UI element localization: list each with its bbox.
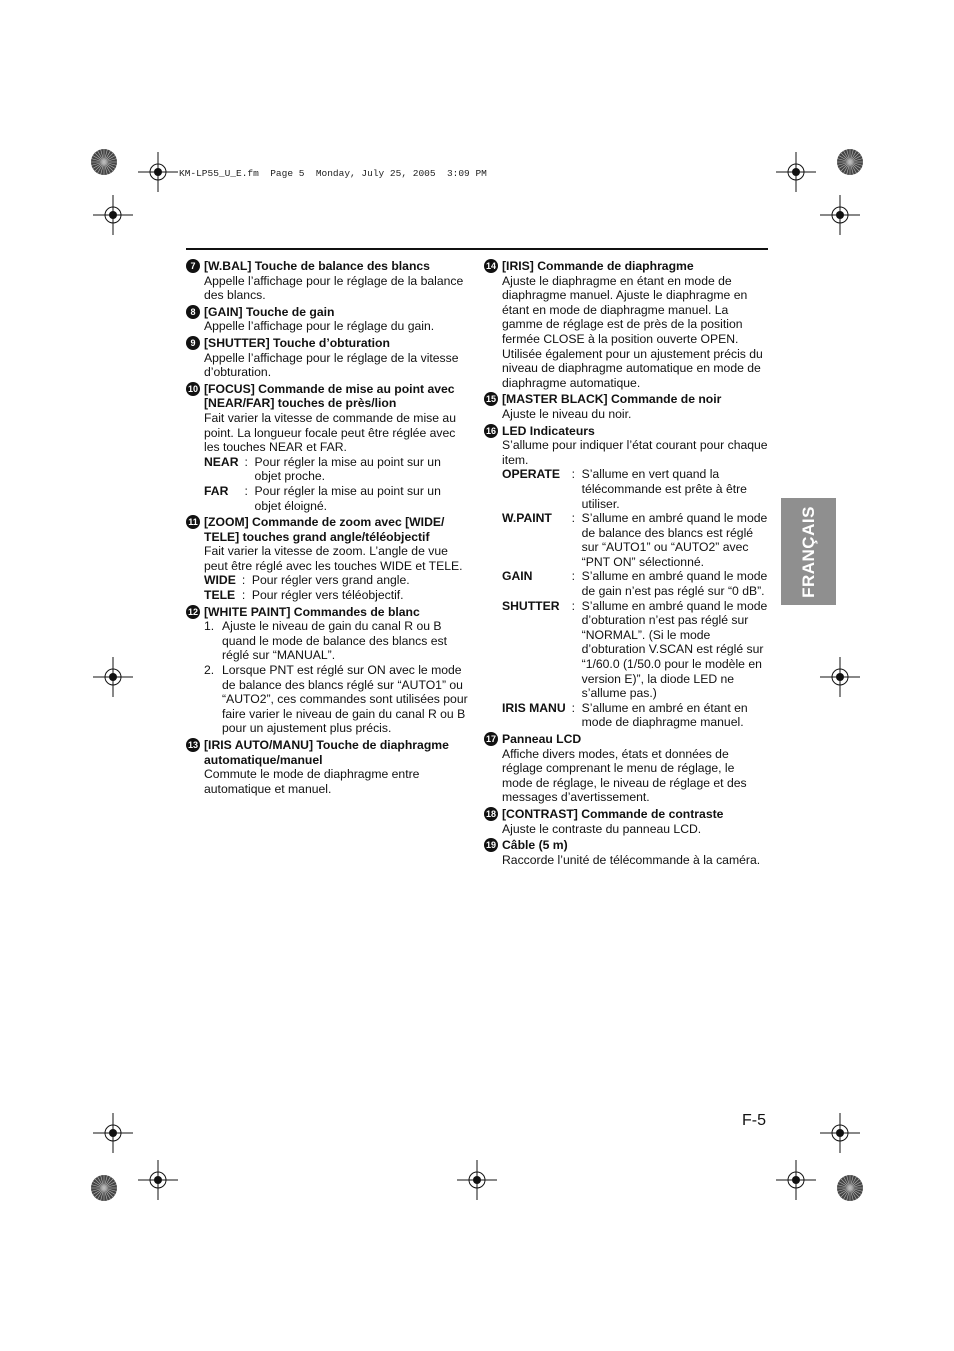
row-text: Ajuste le niveau de gain du canal R ou B quand le mode de balance des blancs est réglé sur “MANUAL”. [222,619,447,663]
definition-value: Pour régler vers téléobjectif. [251,588,404,603]
language-tab-label: FRANÇAIS [798,505,818,598]
item-number: 8 [186,305,200,319]
definition-colon: : [571,598,576,613]
item-title: [CONTRAST] Commande de contraste [502,806,724,821]
left-column [186,259,470,798]
list-item [186,605,470,736]
registration-mark [93,1113,133,1153]
list-item [186,259,470,303]
item-number: 9 [186,336,200,350]
item-title: [GAIN] Touche de gain [204,304,335,319]
list-item [186,738,470,796]
item-title: [SHUTTER] Touche d’obturation [204,335,390,350]
list-item [186,515,470,603]
definition-key: W.PAINT [502,511,552,526]
list-item [484,807,768,836]
definition-value: Pour régler la mise au point sur un objet éloigné. [254,483,441,513]
item-number: 14 [485,261,496,271]
registration-mark [820,195,860,235]
registration-mark [820,657,860,697]
list-item [186,305,470,334]
definition-key: IRIS MANU [502,700,566,715]
item-description: Commute le mode de diaphragme entre automatique et manuel. [204,767,420,796]
definition-list [204,455,470,513]
definition-value: S’allume en ambré quand le mode de gain n’est pas réglé sur “0 dB”. [581,569,768,599]
item-description: Ajuste le diaphragme en étant en mode de diaphragme manuel. Ajuste le diaphragme en étant en mode de diaphragme manuel. La gamme de réglage est de près de la position fermée CLOSE à la position ouverte OPEN. Utilisée également pour un ajustement précis du niveau de diaphragme automatique en mode de diaphragme automatique. [502,273,763,390]
item-title: [IRIS AUTO/MANU] Touche de diaphragme automatique/manuel [204,738,449,767]
definition-value: Pour régler vers grand angle. [251,573,410,588]
row-text: Lorsque PNT est réglé sur ON avec le mode de balance des blancs réglé sur “AUTO1” ou “AUTO2”, ces commandes sont utilisées pour faire varier le niveau de gain du canal R ou B pour un ajustement plus précis. [222,663,468,736]
item-title: [MASTER BLACK] Commande de noir [502,392,722,407]
item-description: Fait varier la vitesse de commande de mise au point. La longueur focale peut être réglée avec les touches NEAR et FAR. [204,410,456,455]
registration-mark [776,1160,816,1200]
color-target-disc [835,147,865,177]
definition-colon: : [571,569,576,584]
item-title: [ZOOM] Commande de zoom avec [WIDE/ TELE] touches grand angle/téléobjectif [204,515,445,544]
page-number: F-5 [742,1112,766,1129]
list-item [484,424,768,730]
list-item [186,336,470,380]
definition-key: SHUTTER [502,598,560,613]
item-title: [WHITE PAINT] Commandes de blanc [204,604,420,619]
item-title: Panneau LCD [502,732,582,746]
color-target-disc [835,1173,865,1203]
row-number: 2. [204,663,215,678]
item-number: 18 [485,808,496,819]
registration-mark [138,1160,178,1200]
definition-colon: : [571,511,576,526]
definition-colon: : [241,588,246,603]
top-rule [186,248,768,250]
item-number: 12 [187,606,198,617]
definition-key: GAIN [502,569,533,584]
list-item [186,382,470,513]
item-description: Appelle l’affichage pour le réglage de la vitesse d’obturation. [204,350,459,380]
item-title: Câble (5 m) [502,838,568,853]
registration-mark [820,1113,860,1153]
item-number: 16 [485,425,496,436]
definition-list [204,573,470,602]
item-title: [IRIS] Commande de diaphragme [502,259,694,273]
registration-mark [138,152,178,192]
definition-key: TELE [204,588,236,603]
list-item [484,732,768,805]
definition-key: OPERATE [502,467,561,482]
item-description: Fait varier la vitesse de zoom. L’angle de vue peut être réglé avec les touches WIDE et TELE. [204,544,463,573]
item-number: 11 [186,515,200,529]
numbered-row [204,619,470,663]
item-description: Ajuste le niveau du noir. [502,406,632,421]
list-item [484,838,768,867]
definition-colon: : [571,700,576,715]
definition-colon: : [241,573,246,588]
item-description: S’allume pour indiquer l’état courant pour chaque item. [502,438,768,467]
item-number: 15 [485,394,496,405]
item-description: Appelle l’affichage pour le réglage de la balance des blancs. [204,273,464,303]
definition-value: S’allume en ambré en étant en mode de diaphragme manuel. [581,700,748,730]
item-title: LED Indicateurs [502,423,595,438]
list-item [484,392,768,421]
item-number: 7 [186,259,200,273]
definition-key: WIDE [204,573,236,588]
registration-mark [457,1160,497,1200]
definition-value: S’allume en vert quand la télécommande est prête à être utiliser. [581,467,747,511]
item-description: Ajuste le contraste du panneau LCD. [502,821,702,836]
definition-value: S’allume en ambré quand le mode de balance des blancs est réglé sur “AUTO1” ou “AUTO2” avec “PNT ON” sélectionné. [581,511,768,569]
definition-value: Pour régler la mise au point sur un objet proche. [254,454,441,484]
item-number: 13 [187,740,198,750]
definition-colon: : [244,483,248,498]
color-target-disc [89,147,119,177]
item-number: 17 [485,734,496,744]
item-number: 10 [187,383,198,394]
numbered-row [204,663,470,736]
item-number: 19 [485,840,496,851]
list-item [484,259,768,390]
definition-list [502,467,768,730]
item-title: [FOCUS] Commande de mise au point avec [NEAR/FAR] touches de près/lion [204,381,455,411]
definition-key: FAR [204,483,229,498]
item-description: Appelle l’affichage pour le réglage du gain. [204,319,435,334]
registration-mark [93,195,133,235]
definition-value: S’allume en ambré quand le mode d’obturation n’est pas réglé sur “NORMAL”. (Si le mode d’obturation V.SCAN est réglé sur “1/60.0 (1/50.0 pour le modèle en version E)”, la diode LED ne s’allume pas.) [581,598,768,701]
language-tab [781,498,836,605]
item-description: Raccorde l’unité de télécommande à la caméra. [502,852,761,867]
file-header: KM-LP55_U_E.fm Page 5 Monday, July 25, 2005 3:09 PM [179,168,487,179]
row-number: 1. [204,619,215,634]
color-target-disc [89,1173,119,1203]
right-column [484,259,768,869]
item-description: Affiche divers modes, états et données de réglage comprenant le menu de réglage, le mode de réglage, le niveau de réglage et des messages d’avertissement. [502,746,747,805]
registration-mark [93,657,133,697]
registration-mark [776,152,816,192]
definition-colon: : [244,454,248,469]
item-title: [W.BAL] Touche de balance des blancs [204,259,430,273]
definition-key: NEAR [204,454,239,469]
definition-colon: : [571,467,576,482]
